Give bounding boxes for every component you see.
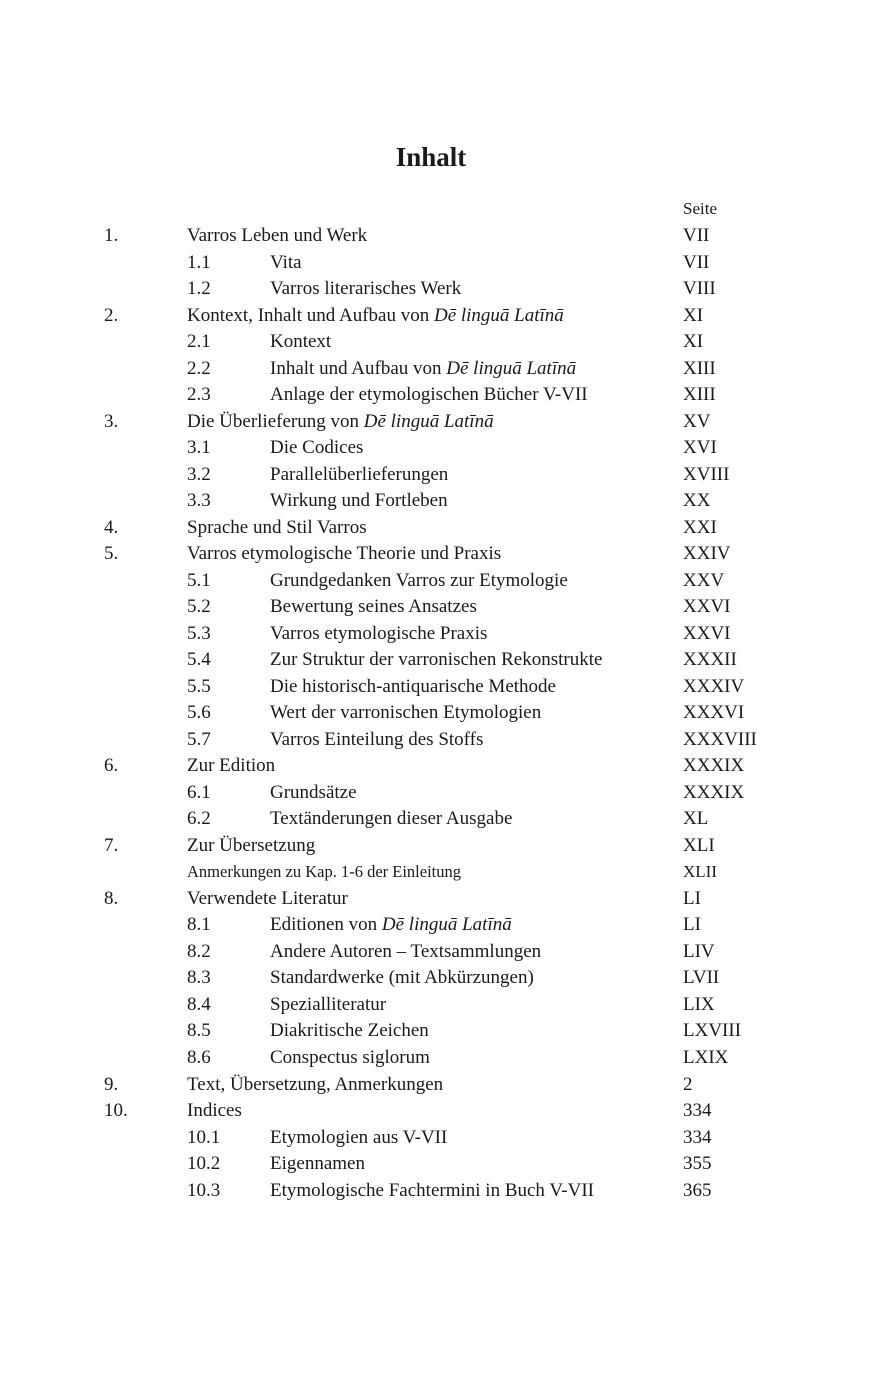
chapter-number: 9. (104, 1073, 119, 1095)
entry-title (270, 965, 534, 992)
page-number: XLI (683, 834, 715, 856)
entry-title-text: Editionen von (270, 914, 382, 936)
entry-title-italic: Dē linguā Latīnā (446, 357, 577, 379)
section-number: 5.4 (187, 649, 211, 671)
toc-entry[interactable] (0, 462, 879, 489)
section-number: 5.2 (187, 596, 211, 618)
page-number: 334 (683, 1100, 712, 1122)
entry-title-text: Varros etymologische Praxis (270, 622, 488, 644)
entry-title-text: Etymologien aus V-VII (270, 1126, 448, 1148)
entry-title (270, 356, 576, 383)
toc-entry[interactable] (0, 276, 879, 303)
chapter-number: 1. (104, 225, 119, 246)
section-number: 2.2 (187, 357, 211, 379)
section-number: 10.3 (187, 1179, 221, 1201)
section-number: 6.2 (187, 808, 211, 830)
entry-title (270, 568, 568, 595)
entry-title (270, 435, 363, 462)
page-number: 334 (683, 1126, 712, 1148)
entry-title-text: Die Überlieferung von (187, 410, 364, 432)
entry-title-text: Indices (187, 1100, 242, 1122)
toc-entry[interactable] (0, 1178, 879, 1205)
entry-title (270, 727, 483, 754)
entry-title-italic: Dē linguā Latīnā (381, 914, 512, 936)
page-number: XXV (683, 569, 725, 591)
entry-title-text: Diakritische Zeichen (270, 1020, 429, 1042)
toc-entry[interactable] (0, 515, 879, 542)
entry-title (270, 329, 331, 356)
section-number: 5.7 (187, 728, 211, 750)
toc-entry[interactable] (0, 674, 879, 701)
entry-title (270, 992, 386, 1019)
page-column-header: Seite (683, 199, 717, 218)
entry-title (270, 1018, 429, 1045)
page-number: XXVI (683, 622, 731, 644)
section-number: 2.1 (187, 331, 211, 353)
entry-title (187, 833, 315, 860)
entry-title (270, 382, 588, 409)
toc-entry[interactable] (0, 356, 879, 383)
entry-title-text: Etymologische Fachtermini in Buch V-VII (270, 1179, 595, 1201)
chapter-number: 6. (104, 755, 119, 777)
section-number: 5.3 (187, 622, 211, 644)
toc-entry[interactable] (0, 965, 879, 992)
section-number: 10.2 (187, 1153, 221, 1175)
entry-title (270, 462, 448, 489)
page-number: XIII (683, 357, 716, 379)
section-number: 3.2 (187, 463, 211, 485)
toc-entry[interactable] (0, 1045, 879, 1072)
page-number: LIV (683, 940, 715, 962)
entry-title-text: Varros literarisches Werk (270, 278, 462, 300)
entry-title (270, 912, 512, 939)
toc-entry[interactable] (0, 303, 879, 330)
entry-title (270, 700, 541, 727)
page-number: 355 (683, 1153, 712, 1175)
entry-title (270, 1151, 365, 1178)
page-number: XXXII (683, 649, 737, 671)
entry-title (187, 859, 461, 886)
page-number: XXIV (683, 543, 731, 565)
entry-title-text: Varros Leben und Werk (187, 225, 368, 246)
entry-title-text: Parallelüberlieferungen (270, 463, 449, 485)
toc-entry[interactable] (0, 727, 879, 754)
page-number: XXXIV (683, 675, 745, 697)
toc-entry[interactable] (0, 912, 879, 939)
toc-entry[interactable] (0, 886, 879, 913)
entry-title (187, 1072, 443, 1099)
page-number: XXXVI (683, 702, 745, 724)
toc-entry[interactable] (0, 250, 879, 277)
entry-title (187, 223, 367, 250)
section-number: 3.1 (187, 437, 211, 459)
toc-entry[interactable] (0, 541, 879, 568)
page-number: XI (683, 331, 704, 353)
page-number: VIII (683, 278, 716, 300)
entry-title-text: Wert der varronischen Etymologien (270, 702, 542, 724)
chapter-number: 3. (104, 410, 119, 432)
toc-entry[interactable] (0, 859, 879, 886)
section-number: 3.3 (187, 490, 211, 512)
entry-title-text: Die Codices (270, 437, 364, 459)
entry-title (270, 488, 448, 515)
entry-title-text: Conspectus siglorum (270, 1046, 430, 1068)
section-number: 1.2 (187, 278, 211, 300)
entry-title (270, 621, 487, 648)
chapter-number: 7. (104, 834, 119, 856)
entry-title-text: Textänderungen dieser Ausgabe (270, 808, 513, 830)
page-number: XXI (683, 516, 717, 538)
entry-title-text: Varros Einteilung des Stoffs (270, 728, 484, 750)
toc-entry[interactable] (0, 806, 879, 833)
section-number: 10.1 (187, 1126, 221, 1148)
entry-title-text: Kontext (270, 331, 332, 353)
entry-title-text: Standardwerke (mit Abkürzungen) (270, 967, 534, 989)
entry-title-text: Die historisch-antiquarische Methode (270, 675, 556, 697)
toc-entry[interactable] (0, 435, 879, 462)
entry-title-text: Sprache und Stil Varros (187, 516, 367, 538)
entry-title-text: Anmerkungen zu Kap. 1-6 der Einleitung (187, 862, 462, 882)
entry-title (270, 1178, 594, 1205)
entry-title-italic: Dē linguā Latīnā (433, 304, 564, 326)
entry-title-text: Spezialliteratur (270, 993, 387, 1015)
entry-title-text: Andere Autoren – Textsammlungen (270, 940, 542, 962)
page-number: XVIII (683, 463, 730, 485)
entry-title-text: Eigennamen (270, 1153, 365, 1175)
toc-entry[interactable] (0, 753, 879, 780)
page-title: Inhalt (395, 142, 467, 172)
toc-entry[interactable] (0, 488, 879, 515)
chapter-number: 10. (104, 1100, 128, 1122)
toc-entry[interactable] (0, 329, 879, 356)
entry-title (270, 939, 541, 966)
page-number: LVII (683, 967, 720, 989)
page-number: XI (683, 304, 704, 326)
toc-entry[interactable] (0, 594, 879, 621)
entry-title (187, 1098, 242, 1125)
entry-title (270, 276, 461, 303)
entry-title (187, 303, 564, 330)
page-number: VII (683, 251, 710, 273)
toc-entry[interactable] (0, 1125, 879, 1152)
section-number: 5.1 (187, 569, 211, 591)
section-number: 5.5 (187, 675, 211, 697)
entry-title (187, 886, 348, 913)
chapter-number: 4. (104, 516, 119, 538)
toc-entry[interactable] (0, 992, 879, 1019)
entry-title (187, 753, 275, 780)
toc-entry[interactable] (0, 647, 879, 674)
toc-entry[interactable] (0, 621, 879, 648)
section-number: 8.6 (187, 1046, 211, 1068)
entry-title (270, 250, 302, 277)
page-number: LIX (683, 993, 715, 1015)
entry-title (270, 806, 512, 833)
entry-title-text: Wirkung und Fortleben (270, 490, 448, 512)
page-number: XXVI (683, 596, 731, 618)
page-number: XX (683, 490, 711, 512)
section-number: 1.1 (187, 251, 211, 273)
toc-entry[interactable] (0, 1151, 879, 1178)
page-number: XXXIX (683, 755, 745, 777)
entry-title-text: Varros etymologische Theorie und Praxis (187, 543, 502, 565)
entry-title-italic: Dē linguā Latīnā (363, 410, 494, 432)
entry-title-text: Vita (270, 251, 302, 273)
page-number: XVI (683, 437, 717, 459)
entry-title (270, 594, 477, 621)
chapter-number: 5. (104, 543, 119, 565)
entry-title-text: Anlage der etymologischen Bücher V-VII (270, 384, 588, 406)
chapter-number: 2. (104, 304, 119, 326)
entry-title (187, 515, 367, 542)
page-number: 2 (683, 1073, 693, 1095)
entry-title-text: Kontext, Inhalt und Aufbau von (187, 304, 434, 326)
toc-entry[interactable] (0, 780, 879, 807)
page-number: XL (683, 808, 709, 830)
page-number: 365 (683, 1179, 712, 1201)
section-number: 8.1 (187, 914, 211, 936)
toc-entry[interactable] (0, 1098, 879, 1125)
entry-title-text: Zur Struktur der varronischen Rekonstrukte (270, 649, 603, 671)
page-number: LI (683, 887, 701, 909)
section-number: 8.5 (187, 1020, 211, 1042)
entry-title (187, 409, 494, 436)
entry-title-text: Bewertung seines Ansatzes (270, 596, 477, 618)
page-number: VII (683, 225, 710, 246)
section-number: 2.3 (187, 384, 211, 406)
toc-entry[interactable] (0, 568, 879, 595)
table-of-contents (0, 223, 879, 1204)
section-number: 5.6 (187, 702, 211, 724)
toc-entry[interactable] (0, 1072, 879, 1099)
toc-entry[interactable] (0, 223, 879, 250)
entry-title-text: Grundgedanken Varros zur Etymologie (270, 569, 568, 591)
page-number: XXXVIII (683, 728, 757, 750)
page-number: LI (683, 914, 701, 936)
toc-entry[interactable] (0, 1018, 879, 1045)
section-number: 8.2 (187, 940, 211, 962)
entry-title (187, 541, 501, 568)
page-number: XLII (683, 862, 717, 882)
entry-title-text: Zur Edition (187, 755, 276, 777)
toc-entry[interactable] (0, 833, 879, 860)
chapter-number: 8. (104, 887, 119, 909)
section-number: 8.3 (187, 967, 211, 989)
entry-title-text: Verwendete Literatur (187, 887, 348, 909)
entry-title (270, 780, 357, 807)
entry-title-text: Zur Übersetzung (187, 834, 316, 856)
entry-title-text: Text, Übersetzung, Anmerkungen (187, 1073, 444, 1095)
entry-title-text: Grundsätze (270, 781, 357, 803)
entry-title-text: Inhalt und Aufbau von (270, 357, 447, 379)
entry-title (270, 1045, 430, 1072)
toc-entry[interactable] (0, 939, 879, 966)
section-number: 8.4 (187, 993, 211, 1015)
toc-entry[interactable] (0, 700, 879, 727)
entry-title (270, 1125, 447, 1152)
page-number: XIII (683, 384, 716, 406)
toc-entry[interactable] (0, 382, 879, 409)
entry-title (270, 674, 556, 701)
page-number: LXIX (683, 1046, 729, 1068)
toc-entry[interactable] (0, 409, 879, 436)
page-number: XV (683, 410, 711, 432)
entry-title (270, 647, 602, 674)
section-number: 6.1 (187, 781, 211, 803)
page-number: XXXIX (683, 781, 745, 803)
page-number: LXVIII (683, 1020, 742, 1042)
